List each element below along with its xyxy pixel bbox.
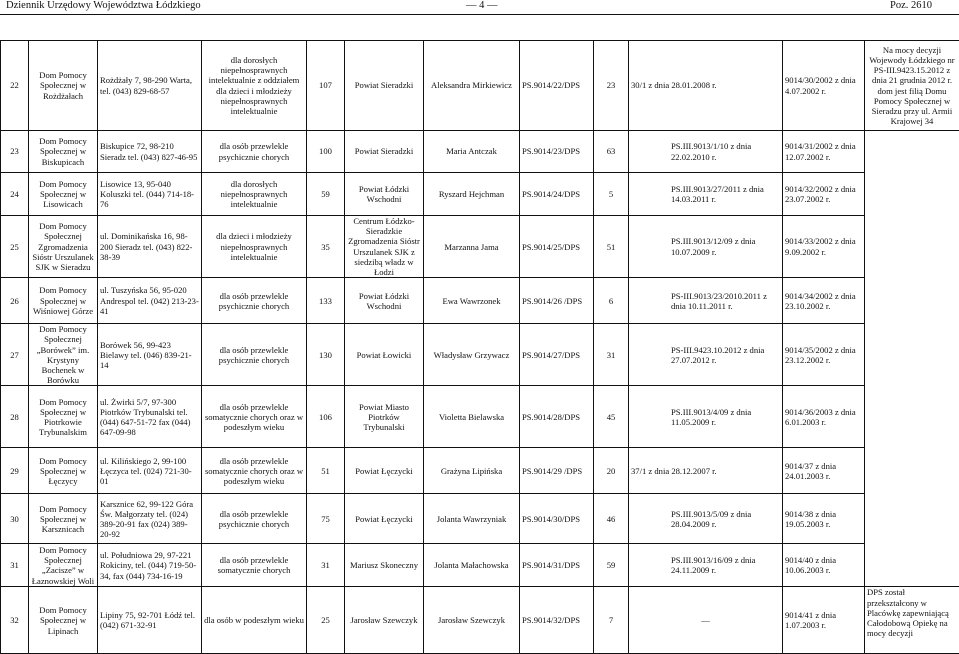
operator-name: Powiat Łęczycki [345,448,424,494]
director-name: Ewa Wawrzonek [424,278,520,324]
table-row [1,41,959,131]
facility-address: Biskupice 72, 98-210 Sieradz tel. (043) 827-46-95 [98,131,202,173]
entry-date: 9014/33/2002 z dnia 9.09.2002 r. [783,216,865,278]
table-row [1,324,959,386]
registry-count: 31 [594,324,629,386]
journal-title: Dziennik Urzędowy Województwa Łódzkiego [6,0,201,11]
director-name: Jolanta Wawrzyniak [424,494,520,544]
operator-name: Powiat Sieradzki [345,131,424,173]
facility-name: Dom Pomocy Społecznej Zgromadzenia Sióstr Urszulanek SJK w Sieradzu [29,216,98,278]
decision-text [629,173,783,216]
page-number: — 4 — [466,0,498,11]
registry-count: 5 [594,173,629,216]
places-count: 59 [307,173,345,216]
table-row [1,494,959,544]
registry-number: PS.9014/26 /DPS [520,278,594,324]
facility-address: ul. Tuszyńska 56, 95-020 Andrespol tel. (042) 213-23-41 [98,278,202,324]
registry-number: PS.9014/25/DPS [520,216,594,278]
facility-name: Dom Pomocy Społecznej w Biskupicach [29,131,98,173]
notes-text [865,386,959,448]
row-number: 23 [1,131,29,173]
row-number: 25 [1,216,29,278]
places-count: 106 [307,386,345,448]
operator-name: Mariusz Skoneczny [345,544,424,587]
facility-name: Dom Pomocy Społecznej w Wiśniowej Górze [29,278,98,324]
facility-name: Dom Pomocy Społecznej w Piotrkowie Trybunalskim [29,386,98,448]
page-header [0,0,959,14]
entry-date: 9014/38 z dnia 19.05.2003 r. [783,494,865,544]
director-name: Jolanta Małachowska [424,544,520,587]
registry-count: 45 [594,386,629,448]
places-count: 75 [307,494,345,544]
notes-text [865,544,959,587]
facility-address: Borówek 56, 99-423 Bielawy tel. (046) 839-21-14 [98,324,202,386]
position-number: Poz. 2610 [890,0,932,11]
facility-name: Dom Pomocy Społecznej w Lisowicach [29,173,98,216]
decision-text: — [701,615,710,625]
decision-text [629,386,783,448]
registry-table [0,40,959,654]
places-count: 51 [307,448,345,494]
facility-address: ul. Dominikańska 16, 98-200 Sieradz tel. (043) 822-38-39 [98,216,202,278]
registry-number: PS.9014/23/DPS [520,131,594,173]
facility-type: dla osób przewlekle somatycznie chorych oraz w podeszłym wieku [202,386,307,448]
places-count: 107 [307,41,345,131]
facility-type: dla dorosłych niepełnosprawnych intelektualnie z oddziałem dla dzieci i młodzieży niepełnosprawnych intelektualnie [202,41,307,131]
table-row [1,587,959,654]
row-number: 22 [1,41,29,131]
table-row [1,386,959,448]
director-name: Jarosław Szewczyk [424,587,520,654]
places-count: 133 [307,278,345,324]
operator-name: Powiat Łódzki Wschodni [345,278,424,324]
notes-text [865,173,959,216]
registry-count: 63 [594,131,629,173]
operator-name: Powiat Miasto Piotrków Trybunalski [345,386,424,448]
facility-type: dla osób przewlekle psychicznie chorych [202,131,307,173]
decision-text [629,494,783,544]
decision-text [629,278,783,324]
operator-name: Powiat Łęczycki [345,494,424,544]
director-name: Ryszard Hejchman [424,173,520,216]
director-name: Maria Antczak [424,131,520,173]
registry-count: 20 [594,448,629,494]
facility-address: ul. Żwirki 5/7, 97-300 Piotrków Trybunalski tel. (044) 647-51-72 fax (044) 647-09-98 [98,386,202,448]
registry-count: 46 [594,494,629,544]
decision-text [629,216,783,278]
entry-date: 9014/40 z dnia 10.06.2003 r. [783,544,865,587]
places-count: 25 [307,587,345,654]
decision-reference: PS-III.9013/23/2010.2011 z dnia 10.11.2011 r. [671,291,767,311]
decision-text [629,324,783,386]
facility-type: dla osób przewlekle psychicznie chorych [202,494,307,544]
decision-text [629,41,783,131]
facility-type: dla osób przewlekle psychicznie chorych [202,278,307,324]
row-number: 32 [1,587,29,654]
decision-reference: PS.III.9013/27/2011 z dnia 14.03.2011 r. [671,184,764,204]
facility-type: dla osób przewlekle psychicznie chorych [202,324,307,386]
decision-text [629,544,783,587]
registry-count: 51 [594,216,629,278]
facility-name: Dom Pomocy Społecznej w Rożdżałach [29,41,98,131]
table-row [1,131,959,173]
entry-date: 9014/35/2002 z dnia 23.12.2002 r. [783,324,865,386]
decision-reference: PS.III.9013/5/09 z dnia 28.04.2009 r. [671,509,751,529]
entry-date: 9014/32/2002 z dnia 23.07.2002 r. [783,173,865,216]
row-number: 31 [1,544,29,587]
facility-name: Dom Pomocy Społecznej „Zacisze” w Łaznowskiej Woli [29,544,98,587]
decision-reference: PS.III.9013/12/09 z dnia 10.07.2009 r. [671,236,756,256]
decision-reference: PS-III.9423.10.2012 z dnia 27.07.2012 r. [671,345,764,365]
places-count: 130 [307,324,345,386]
facility-type: dla osób w podeszłym wieku [202,587,307,654]
table-row [1,544,959,587]
row-number: 24 [1,173,29,216]
facility-name: Dom Pomocy Społecznej w Karsznicach [29,494,98,544]
registry-number: PS.9014/28/DPS [520,386,594,448]
registry-count: 59 [594,544,629,587]
decision-reference: PS.III.9013/16/09 z dnia 24.11.2009 r. [671,555,756,575]
notes-text [865,324,959,386]
table-row [1,216,959,278]
operator-name: Jarosław Szewczyk [345,587,424,654]
notes-text: DPS został przekształcony w Placówkę zapewniającą Całodobową Opiekę na mocy decyzji [865,587,959,654]
director-name: Władysław Grzywacz [424,324,520,386]
row-number: 26 [1,278,29,324]
decision-text: 37/1 z dnia 28.12.2007 r. [631,466,717,476]
places-count: 31 [307,544,345,587]
registry-number: PS.9014/32/DPS [520,587,594,654]
facility-type: dla osób przewlekle somatycznie chorych [202,544,307,587]
director-name: Marzanna Jama [424,216,520,278]
decision-reference: PS.III.9013/4/09 z dnia 11.05.2009 r. [671,407,751,427]
table-row [1,448,959,494]
entry-date: 9014/36/2003 z dnia 6.01.2003 r. [783,386,865,448]
facility-type: dla dorosłych niepełnosprawnych intelektualnie [202,173,307,216]
registry-number: PS.9014/24/DPS [520,173,594,216]
registry-count: 7 [594,587,629,654]
registry-number: PS.9014/30/DPS [520,494,594,544]
decision-text [629,587,783,654]
places-count: 35 [307,216,345,278]
facility-type: dla dzieci i młodzieży niepełnosprawnych intelektualnie [202,216,307,278]
notes-text [865,278,959,324]
notes-text [865,216,959,278]
decision-text [629,448,783,494]
registry-number: PS.9014/31/DPS [520,544,594,587]
notes-text [865,448,959,494]
director-name: Aleksandra Mirkiewicz [424,41,520,131]
facility-type: dla osób przewlekle somatycznie chorych oraz w podeszłym wieku [202,448,307,494]
row-number: 27 [1,324,29,386]
director-name: Grażyna Lipińska [424,448,520,494]
facility-address: ul. Kilińskiego 2, 99-100 Łęczyca tel. (024) 721-30-01 [98,448,202,494]
entry-date: 9014/34/2002 z dnia 23.10.2002 r. [783,278,865,324]
facility-address: Lisowice 13, 95-040 Koluszki tel. (044) 714-18-76 [98,173,202,216]
registry-count: 23 [594,41,629,131]
notes-text [865,494,959,544]
places-count: 100 [307,131,345,173]
decision-text [629,131,783,173]
table-row [1,173,959,216]
registry-number: PS.9014/29 /DPS [520,448,594,494]
registry-count: 6 [594,278,629,324]
facility-name: Dom Pomocy Społecznej „Borówek” im. Krystyny Bochenek w Borówku [29,324,98,386]
operator-name: Powiat Sieradzki [345,41,424,131]
facility-address: ul. Południowa 29, 97-221 Rokiciny, tel. (044) 719-50-34, fax (044) 734-16-19 [98,544,202,587]
row-number: 30 [1,494,29,544]
facility-address: Rożdżały 7, 98-290 Warta, tel. (043) 829-68-57 [98,41,202,131]
table-row [1,278,959,324]
header-rule [0,14,959,15]
operator-name: Powiat Łowicki [345,324,424,386]
row-number: 28 [1,386,29,448]
decision-text: 30/1 z dnia 28.01.2008 r. [631,80,717,90]
director-name: Violetta Bielawska [424,386,520,448]
notes-text [865,131,959,173]
facility-address: Karsznice 62, 99-122 Góra Św. Małgorzaty tel. (024) 389-20-91 fax (024) 389-20-92 [98,494,202,544]
registry-number: PS.9014/27/DPS [520,324,594,386]
operator-name: Powiat Łódzki Wschodni [345,173,424,216]
decision-reference: PS.III.9013/1/10 z dnia 22.02.2010 r. [671,141,751,161]
registry-number: PS.9014/22/DPS [520,41,594,131]
entry-date: 9014/41 z dnia 1.07.2003 r. [783,587,865,654]
facility-name: Dom Pomocy Społecznej w Lipinach [29,587,98,654]
row-number: 29 [1,448,29,494]
entry-date: 9014/37 z dnia 24.01.2003 r. [783,448,865,494]
facility-name: Dom Pomocy Społecznej w Łęczycy [29,448,98,494]
operator-name: Centrum Łódzko-Sieradzkie Zgromadzenia Sióstr Urszulanek SJK z siedzibą władz w Łodzi [345,216,424,278]
entry-date: 9014/31/2002 z dnia 12.07.2002 r. [783,131,865,173]
notes-text: Na mocy decyzji Wojewody Łódzkiego nr PS-III.9423.15.2012 z dnia 21 grudnia 2012 r. dom jest filią Domu Pomocy Społecznej w Sieradzu przy ul. Armii Krajowej 34 [865,41,959,131]
facility-address: Lipiny 75, 92-701 Łódź tel. (042) 671-32-91 [98,587,202,654]
entry-date: 9014/30/2002 z dnia 4.07.2002 r. [783,41,865,131]
